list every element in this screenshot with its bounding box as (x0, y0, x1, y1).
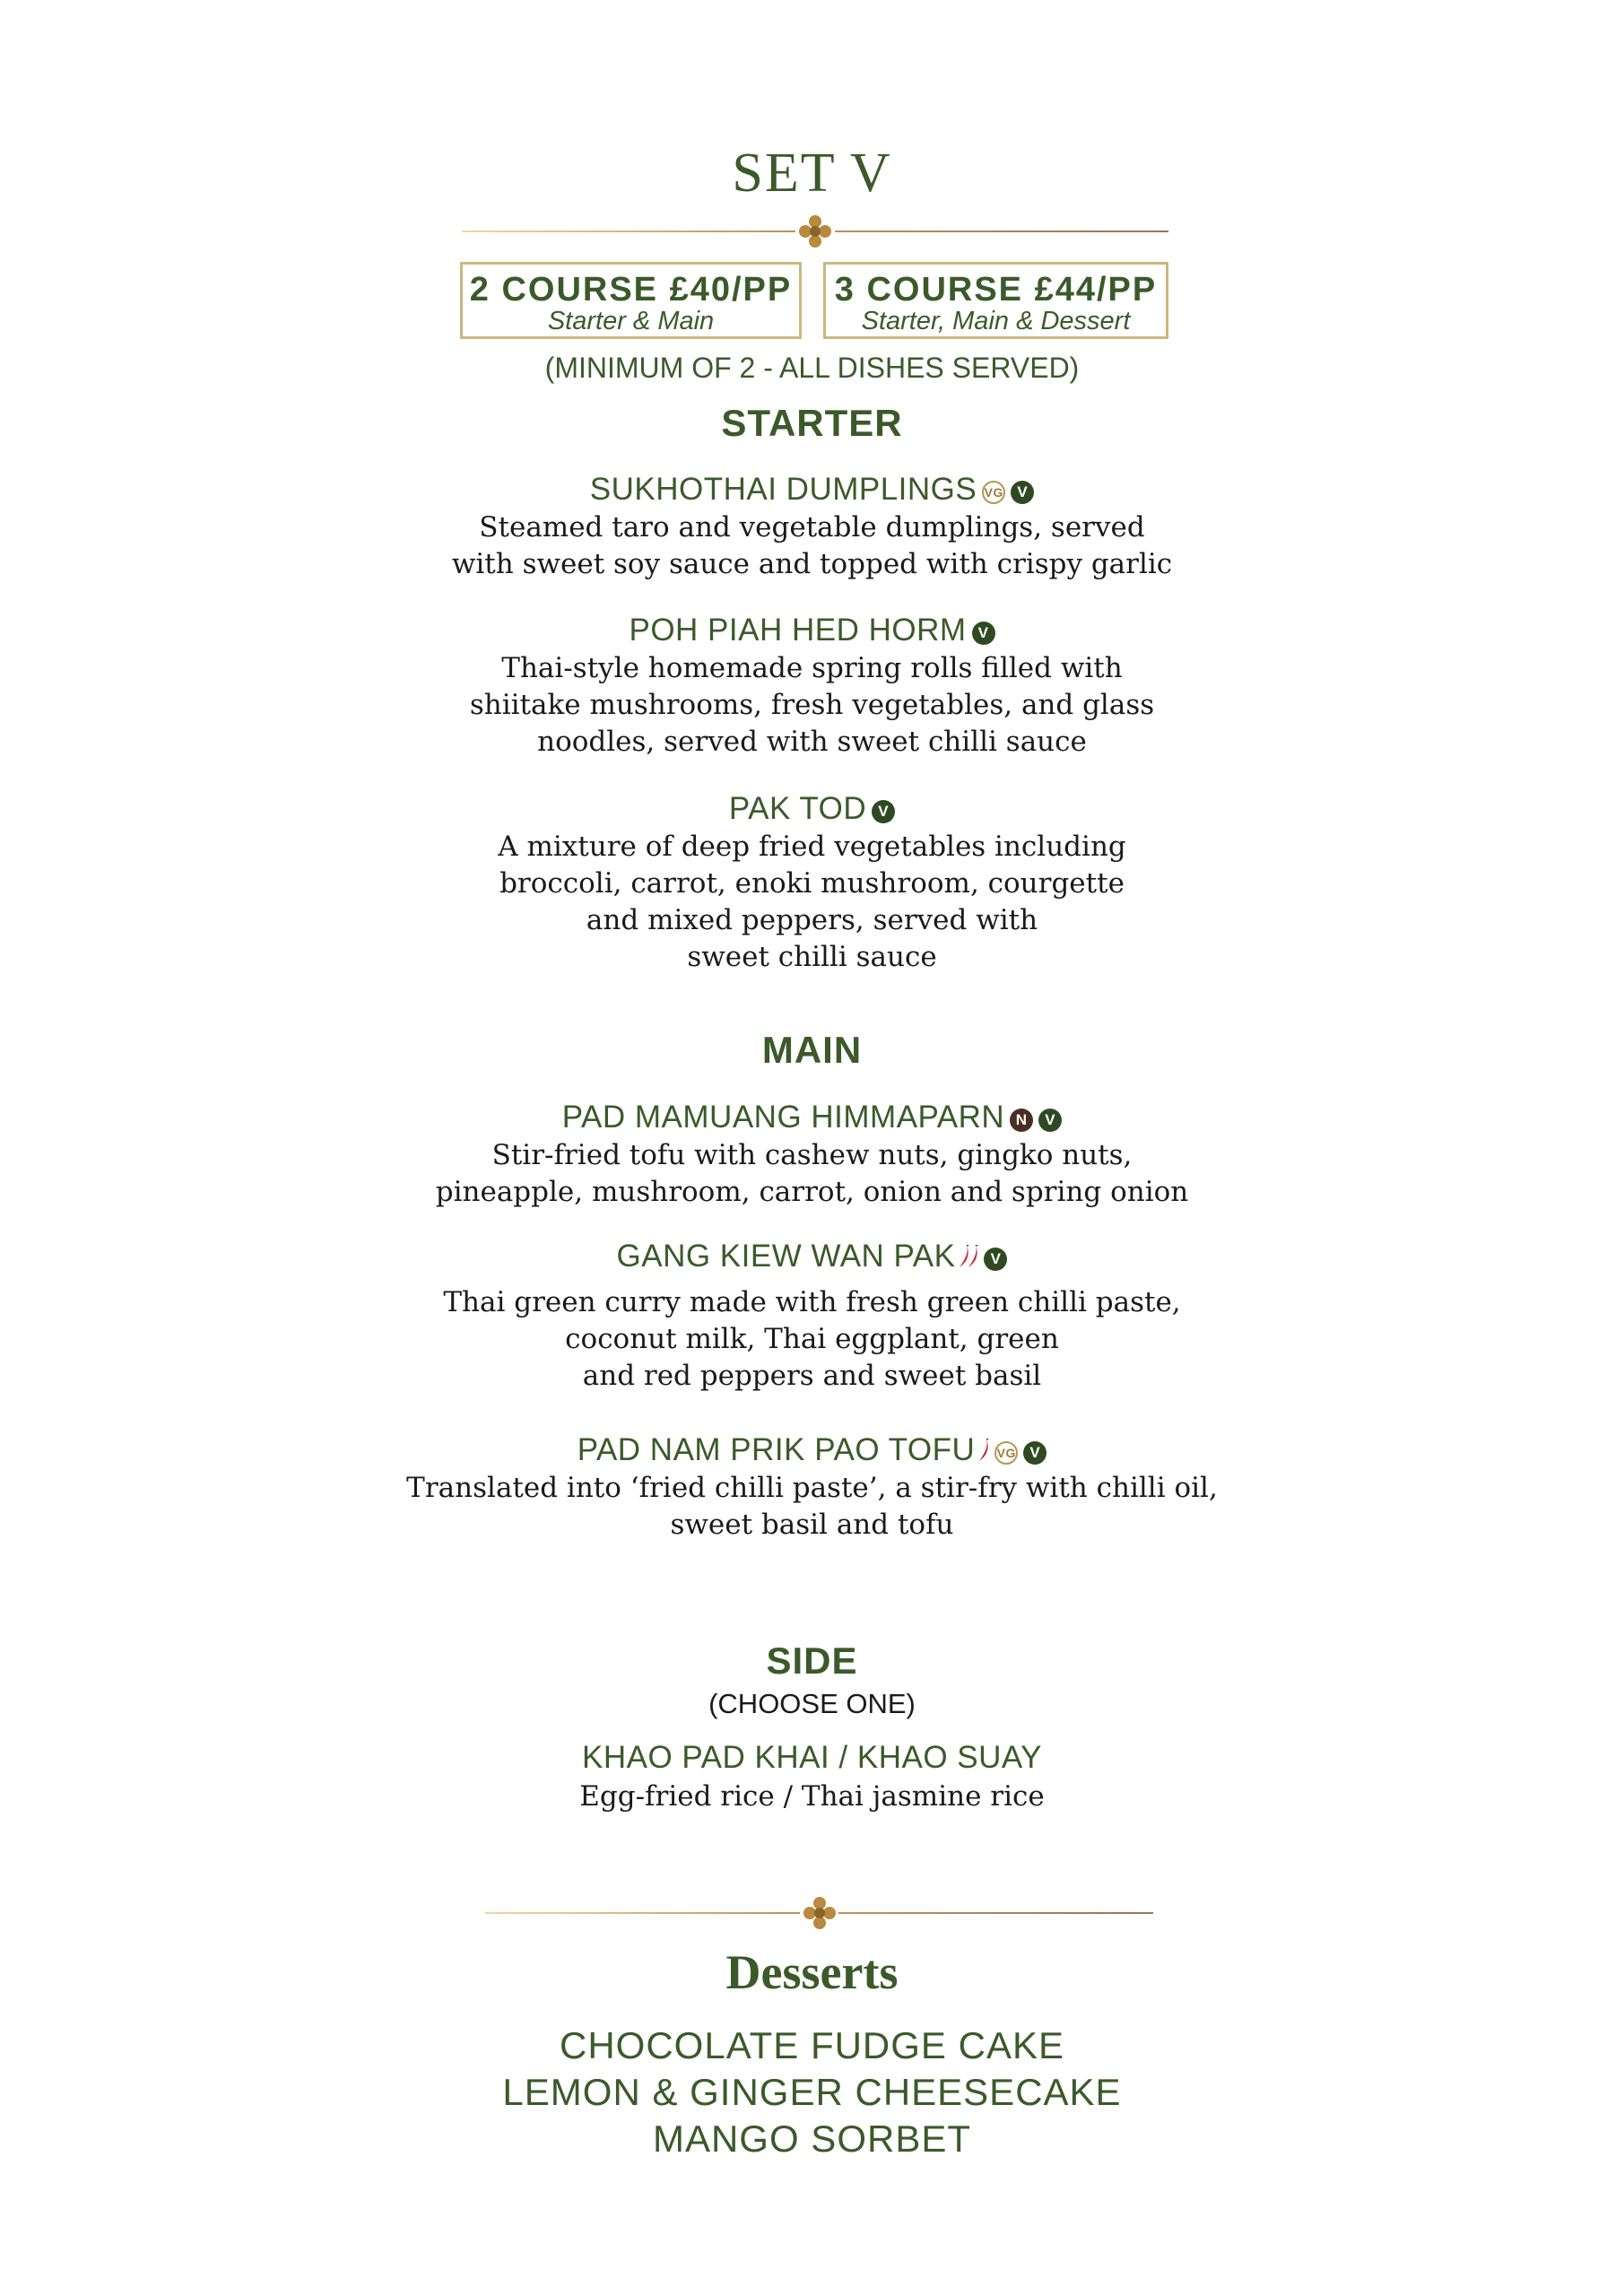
main-heading: MAIN (761, 1029, 863, 1071)
starter-heading: STARTER (721, 402, 903, 444)
vegetarian-icon: V (1023, 1441, 1046, 1465)
three-course-box (823, 262, 1168, 339)
vegetarian-icon: V (872, 800, 895, 823)
side-heading: SIDE (766, 1639, 858, 1682)
dish-description: A mixture of deep fried vegetables including broccoli, carrot, enoki mushroom, courgette and mixed peppers, served with sweet chilli sauce (498, 831, 1126, 973)
dish-title: SUKHOTHAI DUMPLINGS (589, 472, 977, 507)
chilli-icon (978, 1439, 989, 1462)
dish-title: GANG KIEW WAN PAK (616, 1239, 956, 1274)
three-course-price: 3 COURSE £44/PP (834, 271, 1158, 309)
desserts-list (0, 2022, 1624, 2162)
two-course-price: 2 COURSE £40/PP (469, 271, 793, 309)
dish-description: Stir-fried tofu with cashew nuts, gingko nuts, pineapple, mushroom, carrot, onion and spring onion (435, 1139, 1189, 1208)
dessert-item: CHOCOLATE FUDGE CAKE (560, 2024, 1064, 2066)
minimum-note: (MINIMUM OF 2 - ALL DISHES SERVED) (544, 352, 1080, 384)
dish-title: PAD MAMUANG HIMMAPARN (561, 1100, 1005, 1135)
bottom-divider (485, 1895, 1153, 1931)
dish-description: Translated into ‘fried chilli paste’, a stir-fry with chilli oil, sweet basil and tofu (406, 1472, 1218, 1541)
side-dish-description: Egg-fried rice / Thai jasmine rice (579, 1780, 1045, 1813)
dish-name (0, 613, 1624, 648)
vegetarian-icon: V (1038, 1109, 1062, 1132)
side-subtitle: (CHOOSE ONE) (708, 1688, 916, 1719)
two-course-box (460, 262, 802, 339)
dish-title: PAK TOD (728, 791, 867, 826)
dessert-item: LEMON & GINGER CHEESECAKE (502, 2071, 1122, 2113)
dish-title: POH PIAH HED HORM (629, 613, 967, 648)
dish-description: Thai-style homemade spring rolls filled with shiitake mushrooms, fresh vegetables, and glass noodles, served with sweet chilli sauce (469, 652, 1155, 758)
dish-description: Thai green curry made with fresh green chilli paste, coconut milk, Thai eggplant, green and red peppers and sweet basil (443, 1286, 1181, 1392)
vegan-icon: VG (994, 1441, 1018, 1465)
dish-name (0, 1100, 1624, 1135)
dish-name (0, 1432, 1624, 1468)
flower-ornament-icon (797, 213, 833, 249)
three-course-subtitle: Starter, Main & Dessert (861, 307, 1131, 335)
side-dish-name: KHAO PAD KHAI / KHAO SUAY (582, 1740, 1042, 1775)
dessert-item: MANGO SORBET (652, 2118, 972, 2160)
two-course-subtitle: Starter & Main (547, 307, 715, 335)
menu-title: SET V (732, 143, 892, 204)
vegetarian-icon: V (1011, 481, 1034, 504)
vegan-icon: VG (982, 481, 1005, 504)
flower-ornament-icon (802, 1895, 838, 1931)
dish-name (0, 791, 1624, 827)
vegetarian-icon: V (984, 1248, 1007, 1271)
dish-name (0, 1239, 1624, 1274)
top-divider (462, 213, 1168, 249)
dish-name (0, 472, 1624, 508)
desserts-heading: Desserts (725, 1945, 899, 1999)
vegetarian-icon: V (972, 622, 995, 645)
nuts-icon: N (1010, 1109, 1033, 1132)
dish-title: PAD NAM PRIK PAO TOFU (577, 1432, 976, 1467)
chilli-icon (968, 1245, 978, 1268)
dish-description: Steamed taro and vegetable dumplings, served with sweet soy sauce and topped with crispy garlic (451, 511, 1173, 580)
